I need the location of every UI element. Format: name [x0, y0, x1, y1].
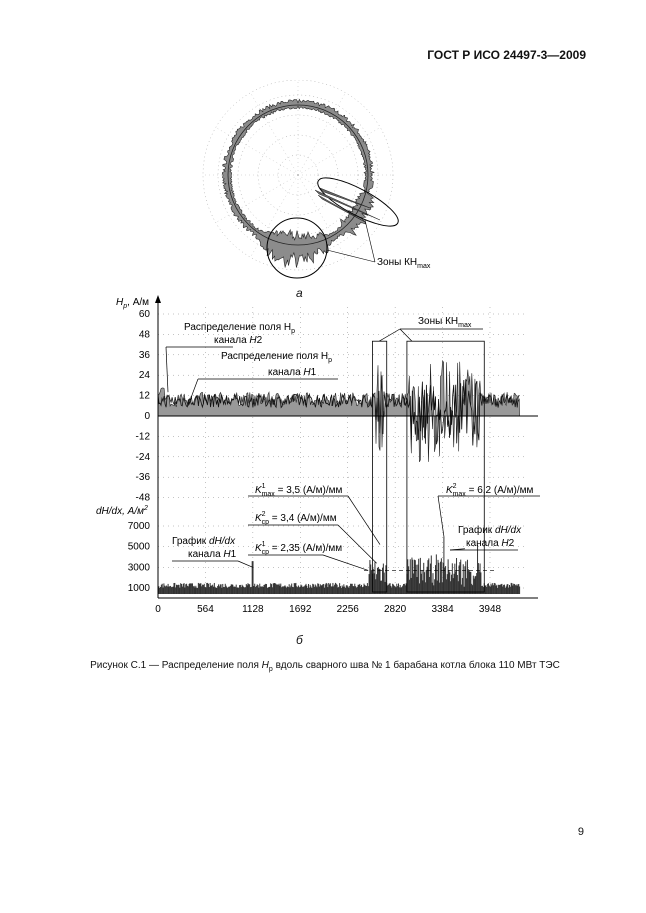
h2-leader [166, 347, 168, 392]
x-tick-label: 2256 [336, 604, 359, 615]
graph1-label-line2: канала H1 [188, 549, 237, 560]
kmax2-leader [438, 496, 444, 536]
x-tick-label: 564 [197, 604, 214, 615]
x-tick-label: 2820 [384, 604, 407, 615]
hp-tick-label: 36 [138, 349, 150, 361]
dhdx-tick-label: 5000 [127, 541, 150, 553]
figure-b-label: б [296, 633, 303, 647]
hp-tick-label: 12 [138, 390, 150, 402]
document-header: ГОСТ Р ИСО 24497-3—2009 [427, 48, 586, 62]
h1-label-line2: канала H1 [268, 367, 317, 378]
series-h2-fill [158, 361, 520, 462]
hp-tick-label: 60 [138, 309, 150, 320]
zones-leader [379, 329, 400, 341]
x-tick-label: 1128 [242, 604, 264, 615]
chart-figure [88, 285, 548, 625]
h2-label-line1: Распределение поля $H_р$ [184, 322, 296, 335]
x-tick-label: 1692 [289, 604, 312, 615]
zone-box-2 [407, 341, 484, 592]
zone-label: Зоны $КН_{max}$ [377, 257, 431, 270]
zones-leader [400, 329, 412, 341]
page-number: 9 [577, 826, 584, 838]
dhdx-axis-title: dH/dx, $А/м^2$ [96, 505, 148, 517]
graph2-label-line2: канала H2 [466, 538, 515, 549]
x-tick-label: 3948 [478, 604, 502, 615]
kmax1-leader [348, 496, 380, 545]
hp-axis-title: $H_р$, А/м [116, 297, 150, 310]
figure-a-label: а [296, 286, 303, 300]
hp-tick-label: -12 [135, 431, 150, 443]
hp-tick-label: -36 [135, 472, 150, 484]
zone-box-1 [372, 341, 386, 592]
hp-tick-label: 0 [144, 411, 150, 422]
series-h2-area [158, 361, 520, 462]
figure-caption: Рисунок С.1 — Распределение поля $H_р$ вдоль сварного шва № 1 барабана котла блока 110 МВт ТЭС [90, 660, 560, 673]
kcp1-leader [323, 555, 368, 570]
y-axis-arrow [155, 295, 161, 303]
graph2-label-line1: График dH/dx [458, 525, 522, 536]
hp-tick-label: -48 [135, 492, 150, 504]
h1-label-line1: Распределение поля $H_р$ [221, 351, 333, 364]
kcp1-label: $K^1$ ср = 2,35 (А/м)/мм [255, 541, 343, 556]
hp-tick-label: 48 [138, 329, 150, 341]
dhdx-tick-label: 7000 [127, 521, 150, 532]
x-tick-label: 3384 [431, 604, 454, 615]
zone-leader-line [327, 250, 375, 262]
graph1-label-line1: График dH/dx [172, 536, 236, 547]
chart-annotations [166, 316, 540, 592]
hp-tick-label: -24 [135, 451, 150, 463]
kmax2-label: $K^2$ max = 6,2 (А/м)/мм [446, 483, 534, 498]
zones-label: Зоны $КН_{max}$ [418, 316, 472, 329]
x-tick-label: 0 [155, 604, 161, 615]
h2-label-line2: канала H2 [214, 335, 263, 346]
graph1-leader [238, 561, 253, 567]
kcp2-label: $K^2$ ср = 3,4 (А/м)/мм [255, 511, 337, 526]
polar-figure [190, 80, 460, 290]
dhdx-tick-label: 1000 [127, 583, 150, 594]
kmax1-label: $K^1$ max = 3,5 (А/м)/мм [255, 483, 343, 498]
dhdx-tick-label: 3000 [127, 562, 150, 574]
hp-tick-label: 24 [138, 370, 150, 382]
